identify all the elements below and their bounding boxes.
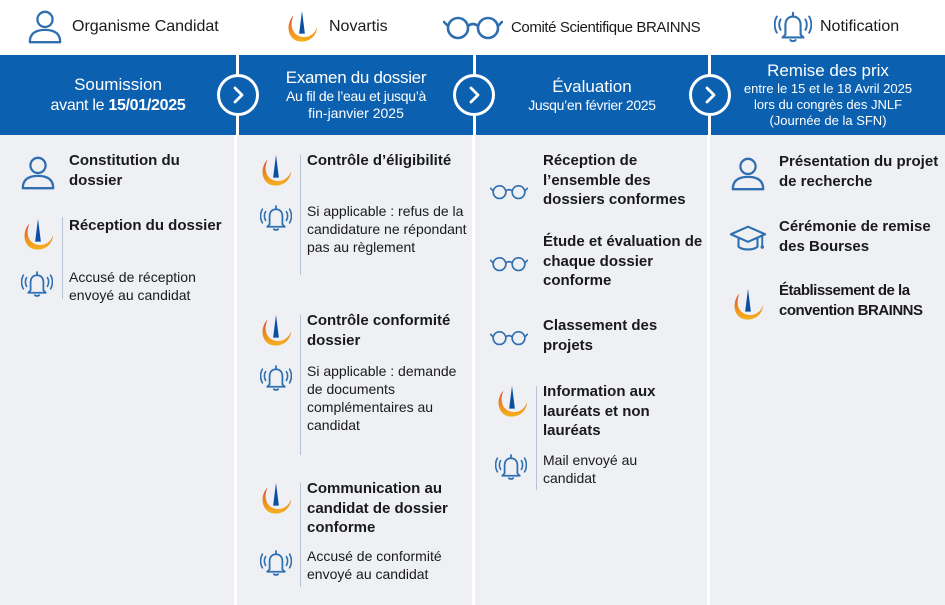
legend-label: Novartis: [329, 18, 388, 35]
notification-text: Si applicable : refus de la candidature ne répondant pas au règlement: [307, 203, 467, 255]
step-label: Classement des projets: [543, 317, 658, 354]
step-connector: [536, 386, 537, 490]
novartis-logo-icon: [256, 311, 296, 351]
step-label: Étude et évaluation de chaque dossier conforme: [543, 233, 703, 289]
stage-title: Soumission: [74, 74, 162, 94]
stage-subtitle-line: fin-janvier 2025: [308, 105, 404, 121]
stages-header: [0, 55, 945, 135]
legend-label: Comité Scientifique BRAINNS: [511, 18, 701, 36]
novartis-logo-icon: [18, 215, 58, 255]
stage-subtitle-prefix: avant le: [50, 96, 109, 114]
notification-text: Si applicable : demande de documents complémentaires au candidat: [307, 363, 457, 433]
bell-icon: [259, 361, 293, 395]
chevron-right-icon: [464, 85, 484, 105]
stage-subtitle-line: (Journée de la SFN): [769, 113, 887, 128]
column-evaluation: [475, 135, 707, 605]
novartis-logo-icon: [283, 7, 321, 47]
bell-icon: [494, 450, 528, 484]
person-icon: [26, 8, 64, 46]
step-label: Présentation du projet de recherche: [779, 153, 939, 190]
column-soumission: [0, 135, 234, 605]
stage-subtitle-line: lors du congrès des JNLF: [753, 97, 903, 112]
glasses-icon: [489, 178, 529, 204]
step-label: Contrôle conformité dossier: [307, 312, 451, 349]
step-label: Établissement de la convention BRAINNS: [779, 282, 923, 319]
step-connector: [300, 483, 301, 587]
bell-icon: [774, 7, 812, 47]
chevron-right-icon: [700, 85, 720, 105]
bell-icon: [259, 546, 293, 580]
legend-item-notification: [774, 4, 899, 50]
stage-subtitle-line: Jusqu’en février 2025: [528, 96, 656, 113]
bell-icon: [259, 201, 293, 235]
chevron-right-icon: [228, 85, 248, 105]
stage-subtitle-line: entre le 15 et le 18 Avril 2025: [743, 81, 913, 96]
notification-text: Accusé de réception envoyé au candidat: [69, 269, 196, 303]
step-connector: [300, 315, 301, 455]
glasses-icon: [489, 250, 529, 276]
column-examen: [237, 135, 472, 605]
stage-remise: [711, 55, 945, 135]
glasses-icon: [489, 324, 529, 350]
person-icon: [728, 154, 768, 194]
step-label: Information aux lauréats et non lauréats: [543, 383, 656, 439]
novartis-logo-icon: [256, 151, 296, 191]
step-label: Contrôle d’éligibilité: [307, 152, 452, 169]
step-connector: [300, 155, 301, 275]
stage-examen: [239, 55, 473, 135]
step-label: Réception de l’ensemble des dossiers conformes: [543, 152, 686, 208]
bell-icon: [20, 267, 54, 301]
stage-arrow: [689, 74, 731, 116]
novartis-logo-icon: [256, 479, 296, 519]
step-connector: [62, 217, 63, 299]
notification-text: Mail envoyé au candidat: [543, 452, 638, 486]
column-remise: [710, 135, 945, 605]
person-icon: [18, 153, 58, 193]
stage-title: Évaluation: [552, 76, 632, 96]
legend: [0, 0, 945, 55]
stage-subtitle: [51, 95, 186, 116]
legend-item-organisme: [26, 4, 219, 50]
stage-arrow: [217, 74, 259, 116]
stage-title: Remise des prix: [767, 61, 889, 80]
novartis-logo-icon: [728, 285, 768, 325]
step-label: Cérémonie de remise des Bourses: [779, 218, 931, 255]
notification-text: Accusé de conformité envoyé au candidat: [307, 548, 442, 582]
step-label: Réception du dossier: [69, 217, 222, 234]
legend-item-comite: [443, 4, 700, 50]
stage-subtitle-line: Au fil de l’eau et jusqu’à: [285, 88, 427, 104]
graduation-cap-icon: [728, 219, 768, 259]
legend-label: Notification: [820, 18, 900, 35]
stage-deadline: 15/01/2025: [108, 96, 186, 114]
novartis-logo-icon: [492, 382, 532, 422]
step-label: Constitution du dossier: [69, 152, 180, 189]
stage-arrow: [453, 74, 495, 116]
stage-title: Examen du dossier: [285, 68, 427, 87]
legend-item-novartis: [283, 4, 388, 50]
legend-label: Organisme Candidat: [72, 18, 219, 35]
step-label: Communication au candidat de dossier conforme: [307, 480, 448, 536]
glasses-icon: [443, 12, 503, 42]
stage-soumission: [0, 55, 236, 135]
stage-evaluation: [476, 55, 708, 135]
